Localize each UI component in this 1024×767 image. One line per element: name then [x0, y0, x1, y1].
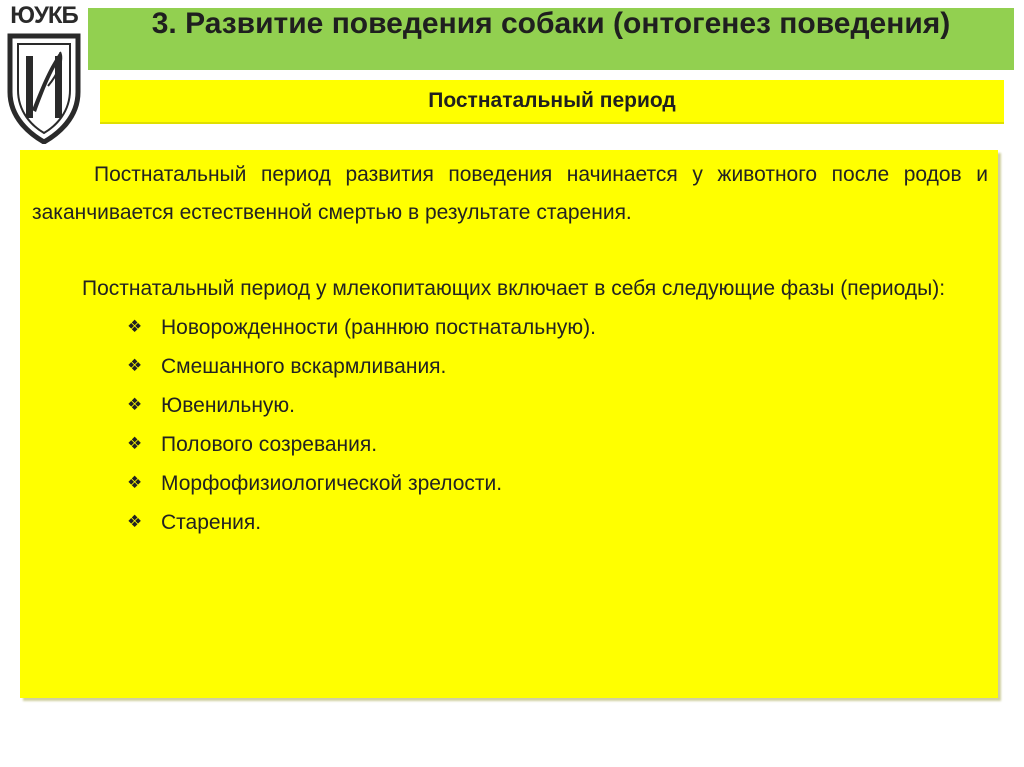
phase-label: Ювенильную. — [161, 394, 296, 417]
shield-emblem-icon — [2, 30, 86, 144]
phase-label: Новорожденности (раннюю постнатальную). — [161, 316, 596, 339]
list-item — [127, 386, 988, 425]
list-item — [127, 308, 988, 347]
phase-label: Полового созревания. — [161, 433, 378, 456]
diamond-dots-bullet-icon: ❖ — [127, 356, 143, 376]
subtitle-box — [100, 80, 1004, 124]
diamond-dots-bullet-icon: ❖ — [127, 317, 143, 337]
paragraph-phases-intro: Постнатальный период у млекопитающих включает в себя следующие фазы (периоды): — [82, 277, 946, 300]
paragraph-intro: Постнатальный период развития поведения начинается у животного после родов и заканчивается естественной смертью в результате старения. — [32, 163, 988, 224]
diamond-dots-bullet-icon: ❖ — [127, 395, 143, 415]
list-item — [127, 503, 988, 542]
diamond-dots-bullet-icon: ❖ — [127, 512, 143, 532]
page-title: 3. Развитие поведения собаки (онтогенез поведения) — [151, 7, 951, 40]
diamond-dots-bullet-icon: ❖ — [127, 434, 143, 454]
logo-text: ЮУКБ — [10, 2, 78, 29]
phase-list — [32, 308, 988, 542]
diamond-dots-bullet-icon: ❖ — [127, 473, 143, 493]
list-item — [127, 347, 988, 386]
list-item — [127, 464, 988, 503]
phase-label: Морфофизиологической зрелости. — [161, 472, 503, 495]
list-item — [127, 425, 988, 464]
content-box — [20, 150, 998, 698]
subtitle: Постнатальный период — [428, 89, 676, 112]
phase-label: Старения. — [161, 511, 262, 534]
logo — [0, 0, 88, 148]
phase-label: Смешанного вскармливания. — [161, 355, 447, 378]
